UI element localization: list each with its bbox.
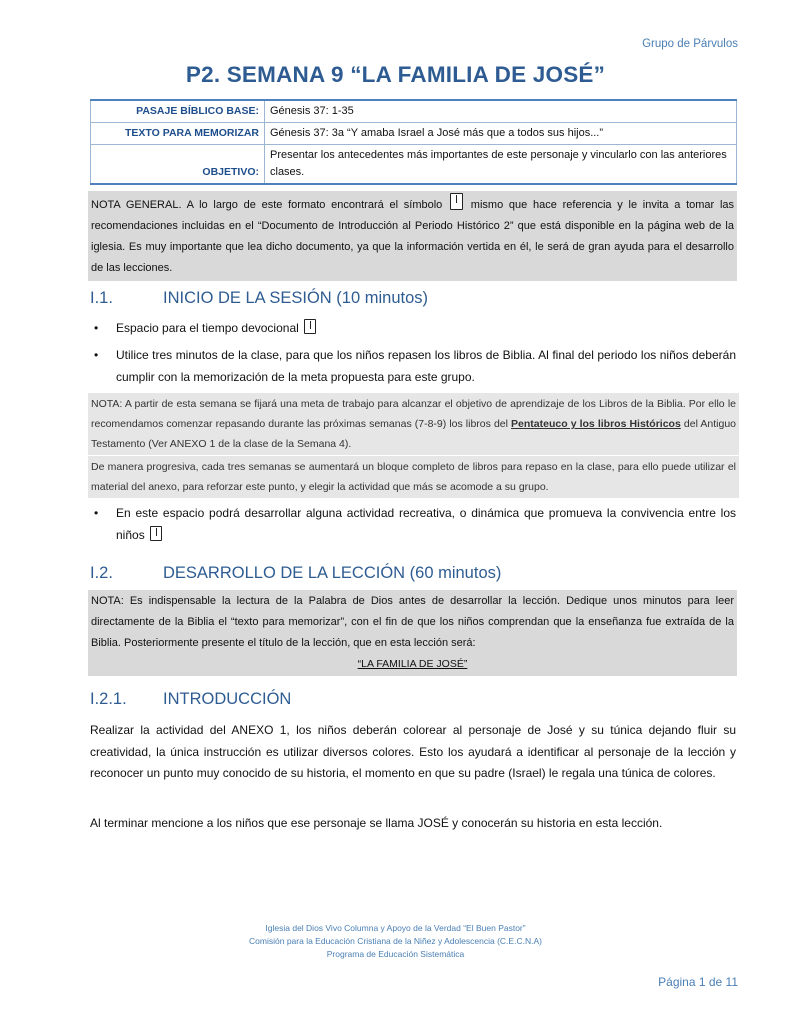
table-row xyxy=(91,145,737,185)
section-title: INICIO DE LA SESIÓN (10 minutos) xyxy=(163,289,428,307)
row-label: TEXTO PARA MEMORIZAR xyxy=(91,123,265,145)
footer-line: Iglesia del Dios Vivo Columna y Apoyo de la Verdad “El Buen Pastor” xyxy=(265,923,526,933)
general-note-text-2: mismo que hace referencia y le invita a tomar las recomendaciones incluidas en el “Documento de Introducción al Periodo Histórico 2” que está disponible en la página web de la iglesia. Es muy importante que lea dicho documento, ya que la información vertida en él, le será de gran ayuda para el desarrollo de las lecciones. xyxy=(91,199,735,274)
note-books xyxy=(88,393,739,455)
intro-paragraph: Realizar la actividad del ANEXO 1, los niños deberán colorear al personaje de José y su túnica dejando fluir su creatividad, la única instrucción es utilizar diversos colores. Esto los ayudará a identificar al personaje de la lección y reconocer un punto muy conocido de su historia, el momento en que su padre (Israel) le regala una túnica de colores. xyxy=(90,723,736,780)
note-text-2: del Antiguo Testamento (Ver ANEXO 1 de la clase de la Semana 4). xyxy=(91,418,736,450)
info-table xyxy=(90,99,737,185)
list-item xyxy=(94,345,736,388)
page-title: P2. SEMANA 9 “LA FAMILIA DE JOSÉ” xyxy=(185,62,606,87)
section-title: DESARROLLO DE LA LECCIÓN (60 minutos) xyxy=(163,564,502,582)
row-value: Presentar los antecedentes más importantes de este personaje y vincularlo con las anteriores clases. xyxy=(265,145,737,185)
section-title: INTRODUCCIÓN xyxy=(163,690,292,708)
bullet-icon: • xyxy=(94,348,99,362)
row-value: Génesis 37: 1-35 xyxy=(265,100,737,123)
general-note-text: NOTA GENERAL. A lo largo de este formato encontrará el símbolo xyxy=(91,199,443,211)
footer xyxy=(0,922,791,961)
row-value: Génesis 37: 3a “Y amaba Israel a José más que a todos sus hijos...” xyxy=(265,123,737,145)
bullet-icon: • xyxy=(94,321,99,335)
page-number: Página 1 de 11 xyxy=(658,975,738,989)
section-number: I.1. xyxy=(90,289,113,307)
note-text: NOTA: Es indispensable la lectura de la Palabra de Dios antes de desarrollar la lección. Dedique unos minutos para leer directamente de la Biblia el “texto para memorizar”, con el fin de que los niños comprendan que la enseñanza fue extraída de la Biblia. Posteriormente presente el título de la lección, que en esta lección será: xyxy=(91,595,734,649)
table-row xyxy=(91,123,737,145)
row-label: PASAJE BÍBLICO BASE: xyxy=(91,100,265,123)
bullet-icon: • xyxy=(94,506,99,520)
document-icon xyxy=(450,193,463,210)
note-highlight: Pentateuco y los libros Históricos xyxy=(511,418,681,430)
document-icon xyxy=(150,526,162,541)
bullet-text: Espacio para el tiempo devocional xyxy=(116,321,299,335)
general-note xyxy=(88,191,737,281)
section-number: I.2. xyxy=(90,564,113,582)
table-row xyxy=(91,100,737,123)
lesson-note xyxy=(88,590,737,676)
list-item xyxy=(94,503,736,546)
group-label: Grupo de Párvulos xyxy=(642,38,738,50)
bullet-text: En este espacio podrá desarrollar alguna actividad recreativa, o dinámica que promueva la convivencia entre los niños xyxy=(116,506,736,542)
lesson-title: “LA FAMILIA DE JOSÉ” xyxy=(357,658,468,670)
list-item xyxy=(94,318,736,340)
section-heading-inicio xyxy=(90,289,740,311)
section-number: I.2.1. xyxy=(90,690,127,708)
footer-line: Programa de Educación Sistemática xyxy=(326,949,465,959)
bullet-text: Utilice tres minutos de la clase, para que los niños repasen los libros de Biblia. Al final del periodo los niños deberán cumplir con la memorización de la meta propuesta para este grupo. xyxy=(116,348,736,384)
note-progressive xyxy=(88,456,739,498)
footer-line: Comisión para la Educación Cristiana de la Niñez y Adolescencia (C.E.C.N.A) xyxy=(249,936,542,946)
section-heading-desarrollo xyxy=(90,564,740,586)
document-icon xyxy=(304,319,316,334)
note-text: NOTA: A partir de esta semana se fijará una meta de trabajo para alcanzar el objetivo de aprendizaje de los Libros de la Biblia. Por ello le recomendamos comenzar repasando durante las próximas semanas (7-8-9) los libros del xyxy=(91,398,736,430)
intro-closing: Al terminar mencione a los niños que ese personaje se llama JOSÉ y conocerán su historia en esta lección. xyxy=(90,816,663,830)
section-heading-introduccion xyxy=(90,690,740,712)
note-text: De manera progresiva, cada tres semanas se aumentará un bloque completo de libros para repaso en la clase, para ello puede utilizar el material del anexo, para reforzar este punto, y elegir la actividad que más se acomode a su grupo. xyxy=(91,461,736,493)
row-label: OBJETIVO: xyxy=(91,145,265,185)
